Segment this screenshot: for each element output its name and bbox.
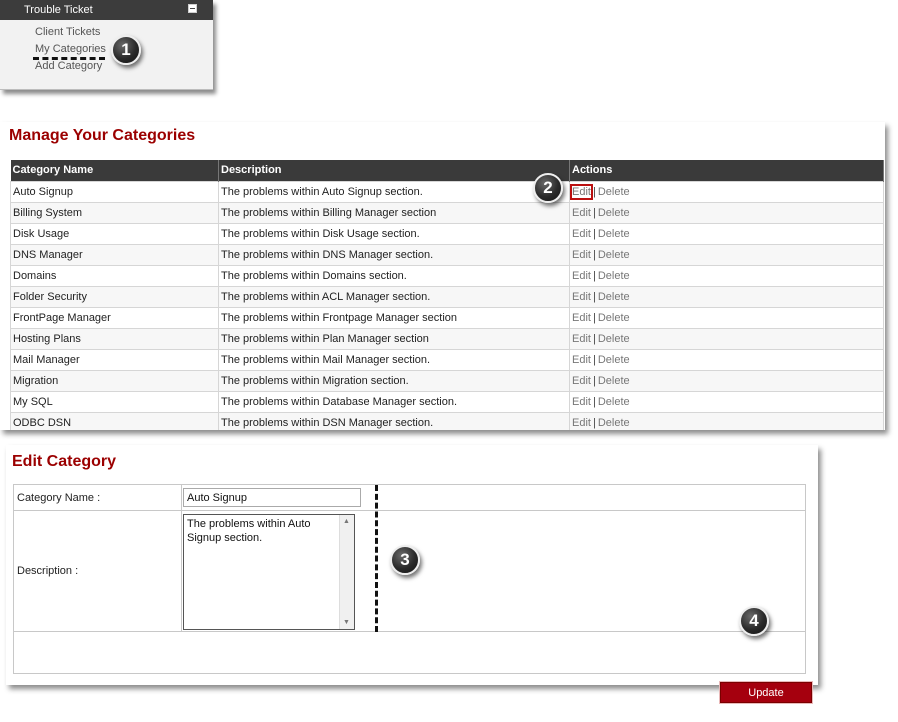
category-description-cell: The problems within DNS Manager section.: [219, 244, 570, 265]
table-row: [11, 181, 884, 202]
label-cell: [14, 485, 182, 510]
action-separator: |: [592, 206, 596, 219]
delete-link[interactable]: Delete: [597, 185, 630, 198]
action-separator: |: [592, 395, 596, 408]
scroll-down-icon[interactable]: ▼: [343, 619, 350, 626]
scroll-up-icon[interactable]: ▲: [343, 518, 350, 525]
trouble-ticket-title: Trouble Ticket: [24, 4, 93, 16]
action-separator: |: [592, 374, 596, 387]
delete-link[interactable]: Delete: [597, 353, 630, 366]
category-description-cell: The problems within Domains section.: [219, 265, 570, 286]
actions-cell: [570, 349, 884, 370]
category-name-cell: Billing System: [11, 202, 219, 223]
category-name-cell: Mail Manager: [11, 349, 219, 370]
column-header-category-name[interactable]: Category Name: [11, 160, 219, 181]
callout-badge-2: 2: [533, 173, 563, 203]
actions-cell: [570, 307, 884, 328]
category-description-cell: The problems within ACL Manager section.: [219, 286, 570, 307]
update-category-button[interactable]: Update Category: [720, 682, 812, 703]
category-description-cell: The problems within Disk Usage section.: [219, 223, 570, 244]
actions-cell: [570, 391, 884, 412]
edit-link[interactable]: Edit: [572, 227, 591, 240]
menu-link-my-categories[interactable]: My Categories: [35, 43, 106, 55]
callout-badge-1: 1: [111, 35, 141, 65]
column-header-description[interactable]: Description: [219, 160, 570, 181]
category-name-cell: FrontPage Manager: [11, 307, 219, 328]
delete-link[interactable]: Delete: [597, 248, 630, 261]
category-name-cell: Folder Security: [11, 286, 219, 307]
category-name-cell: Auto Signup: [11, 181, 219, 202]
action-separator: |: [592, 311, 596, 324]
delete-link[interactable]: Delete: [597, 374, 630, 387]
edit-link[interactable]: Edit: [572, 416, 591, 429]
table-row: [11, 349, 884, 370]
trouble-ticket-header[interactable]: [0, 0, 213, 20]
table-row: [11, 223, 884, 244]
category-name-label: Category Name :: [17, 492, 101, 504]
action-separator: |: [592, 269, 596, 282]
action-separator: |: [592, 248, 596, 261]
edit-link[interactable]: Edit: [572, 185, 591, 198]
description-label: Description :: [17, 565, 79, 577]
category-name-cell: My SQL: [11, 391, 219, 412]
table-row: [11, 328, 884, 349]
category-name-cell: DNS Manager: [11, 244, 219, 265]
callout-badge-4: 4: [739, 606, 769, 636]
column-header-actions: Actions: [570, 160, 884, 181]
delete-link[interactable]: Delete: [597, 269, 630, 282]
actions-cell: [570, 412, 884, 430]
edit-link[interactable]: Edit: [572, 374, 591, 387]
collapse-icon[interactable]: [188, 4, 197, 13]
edit-category-form: [13, 484, 806, 718]
table-row: [11, 265, 884, 286]
category-description-cell: The problems within Plan Manager section: [219, 328, 570, 349]
trouble-ticket-panel: [0, 0, 213, 90]
table-row: [11, 412, 884, 430]
action-separator: |: [592, 332, 596, 345]
delete-link[interactable]: Delete: [597, 395, 630, 408]
category-name-input[interactable]: [183, 488, 361, 507]
form-row-category-name: [14, 485, 805, 511]
edit-link[interactable]: Edit: [572, 269, 591, 282]
table-header-row: [11, 160, 884, 181]
menu-link-add-category[interactable]: Add Category: [35, 60, 103, 72]
label-cell: [14, 511, 182, 631]
category-name-cell: Disk Usage: [11, 223, 219, 244]
edit-link[interactable]: Edit: [572, 290, 591, 303]
category-name-cell: Domains: [11, 265, 219, 286]
action-separator: |: [592, 290, 596, 303]
actions-cell: [570, 223, 884, 244]
actions-cell: [570, 265, 884, 286]
dashed-divider-line: [375, 485, 378, 632]
actions-cell: [570, 286, 884, 307]
actions-cell: [570, 181, 884, 202]
delete-link[interactable]: Delete: [597, 290, 630, 303]
category-name-cell: ODBC DSN: [11, 412, 219, 430]
textarea-scrollbar[interactable]: [339, 515, 354, 629]
table-row: [11, 244, 884, 265]
table-row: [11, 370, 884, 391]
actions-cell: [570, 328, 884, 349]
action-separator: |: [592, 416, 596, 429]
delete-link[interactable]: Delete: [597, 416, 630, 429]
category-description-cell: The problems within Mail Manager section.: [219, 349, 570, 370]
action-separator: |: [592, 353, 596, 366]
categories-table: [10, 160, 884, 430]
manage-categories-panel: [0, 122, 885, 430]
category-name-cell: Hosting Plans: [11, 328, 219, 349]
category-description-cell: The problems within Migration section.: [219, 370, 570, 391]
description-textarea[interactable]: [183, 514, 355, 630]
action-separator: |: [592, 227, 596, 240]
edit-link[interactable]: Edit: [572, 248, 591, 261]
menu-link-client-tickets[interactable]: Client Tickets: [35, 26, 101, 38]
action-separator: |: [592, 185, 596, 198]
actions-cell: [570, 370, 884, 391]
delete-link[interactable]: Delete: [597, 206, 630, 219]
delete-link[interactable]: Delete: [597, 227, 630, 240]
delete-link[interactable]: Delete: [597, 332, 630, 345]
edit-link[interactable]: Edit: [572, 353, 591, 366]
actions-cell: [570, 244, 884, 265]
table-row: [11, 286, 884, 307]
categories-table-body: [11, 181, 884, 430]
table-row: [11, 391, 884, 412]
page-title: Manage Your Categories: [9, 127, 196, 144]
category-description-cell: The problems within DSN Manager section.: [219, 412, 570, 430]
table-row: [11, 202, 884, 223]
category-description-cell: The problems within Frontpage Manager section: [219, 307, 570, 328]
callout-badge-3: 3: [390, 545, 420, 575]
description-text: The problems within Auto Signup section.: [187, 518, 311, 544]
edit-link[interactable]: Edit: [572, 332, 591, 345]
edit-category-title: Edit Category: [12, 453, 117, 470]
category-name-cell: Migration: [11, 370, 219, 391]
category-description-cell: The problems within Database Manager section.: [219, 391, 570, 412]
actions-cell: [570, 202, 884, 223]
category-description-cell: The problems within Auto Signup section.: [219, 181, 570, 202]
edit-link[interactable]: Edit: [572, 311, 591, 324]
edit-link[interactable]: Edit: [572, 395, 591, 408]
edit-link[interactable]: Edit: [572, 206, 591, 219]
delete-link[interactable]: Delete: [597, 311, 630, 324]
category-description-cell: The problems within Billing Manager section: [219, 202, 570, 223]
table-row: [11, 307, 884, 328]
